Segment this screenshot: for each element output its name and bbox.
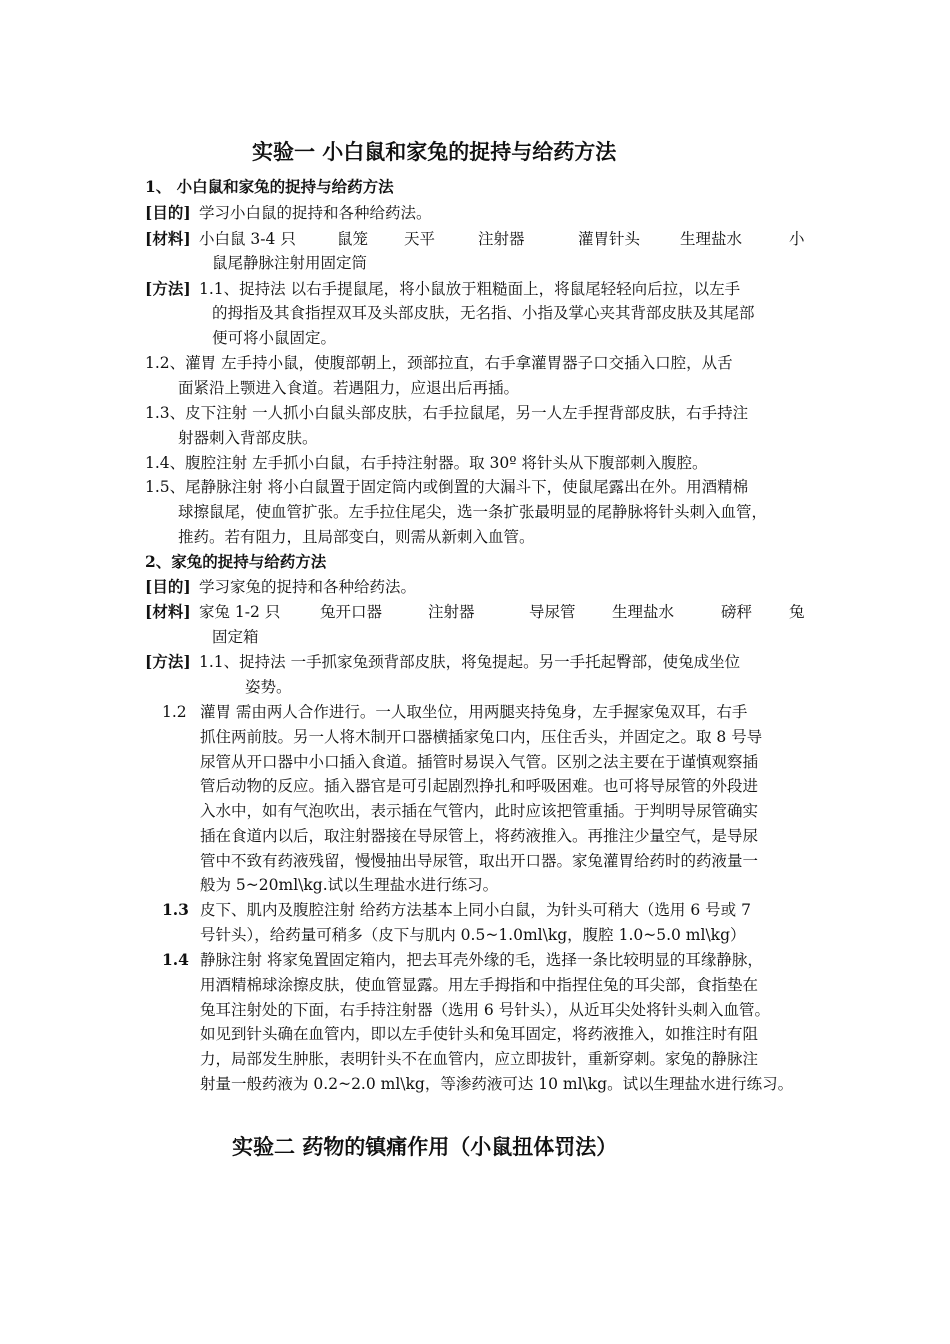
s2-method-1-4-line: 用酒精棉球涂擦皮肤，使血管显露。用左手拇指和中指捏住兔的耳尖部，食指垫在 <box>200 976 759 994</box>
s2-method-1-4-line: 兔耳注射处的下面，右手持注射器（选用 6 号针头），从近耳尖处将针头刺入血管。 <box>200 1001 770 1019</box>
s2-material-item: 磅秤 <box>721 603 753 621</box>
s2-method-1-2-line: 管后动物的反应。插入器官是可引起剧烈挣扎和呼吸困难。也可将导尿管的外段进 <box>200 777 759 795</box>
s1-materials-label: [材料] <box>145 229 191 248</box>
s1-method-1-1-line: 1.1、捉持法 以右手提鼠尾，将小鼠放于粗糙面上，将鼠尾轻轻向后拉，以左手 <box>199 280 741 298</box>
s2-method-1-2-line: 般为 5~20ml\kg.试以生理盐水进行练习。 <box>200 876 499 894</box>
section-2-heading: 2、家兔的捉持与给药方法 <box>145 552 327 571</box>
s2-material-item: 兔开口器 <box>320 603 383 621</box>
s1-method-1-2-line: 1.2、灌胃 左手持小鼠，使腹部朝上，颈部拉直，右手拿灌胃器子口交插入口腔，从舌 <box>145 354 733 372</box>
s2-material-item: 导尿管 <box>529 603 576 621</box>
s2-method-1-4-line: 如见到针头确在血管内，即以左手使针头和兔耳固定，将药液推入，如推注时有阻 <box>200 1025 759 1043</box>
s1-method-label: [方法] <box>145 279 191 298</box>
s2-material-item: 生理盐水 <box>612 603 675 621</box>
s2-method-1-2-line: 灌胃 需由两人合作进行。一人取坐位，用两腿夹持兔身，左手握家兔双耳，右手 <box>200 703 748 721</box>
s1-material-item: 灌胃针头 <box>578 230 641 248</box>
s2-method-1-2-line: 管中不致有药液残留，慢慢抽出导尿管，取出开口器。家兔灌胃给药时的药液量一 <box>200 852 759 870</box>
s2-method-1-2-line: 尿管从开口器中小口插入食道。插管时易误入气管。区别之法主要在于谨慎观察插 <box>200 753 759 771</box>
s1-material-item: 鼠笼 <box>337 230 369 248</box>
s2-materials-label: [材料] <box>145 602 191 621</box>
s1-method-1-5-line: 1.5、尾静脉注射 将小白鼠置于固定筒内或倒置的大漏斗下，使鼠尾露出在外。用酒精棉 <box>145 478 749 496</box>
s2-method-1-4-line: 静脉注射 将家兔置固定箱内，把去耳壳外缘的毛，选择一条比较明显的耳缘静脉， <box>200 951 763 969</box>
s2-method-1-1-line: 1.1、捉持法 一手抓家兔颈背部皮肤，将兔提起。另一手托起臀部，使兔成坐位 <box>199 653 741 671</box>
s2-material-item: 家兔 1-2 只 <box>199 603 281 621</box>
s2-method-1-3-line: 号针头），给药量可稍多（皮下与肌内 0.5~1.0ml\kg，腹腔 1.0~5.0 ml\kg） <box>200 926 746 944</box>
s2-method-1-3-line: 皮下、肌内及腹腔注射 给药方法基本上同小白鼠，为针头可稍大（选用 6 号或 7 <box>200 901 751 919</box>
s1-method-1-2-line: 面紧沿上颚进入食道。若遇阻力，应退出后再插。 <box>178 379 520 397</box>
s1-method-1-5-line: 推药。若有阻力，且局部变白，则需从新刺入血管。 <box>178 528 535 546</box>
s1-material-item: 生理盐水 <box>680 230 743 248</box>
section-1-heading: 1、 小白鼠和家兔的捉持与给药方法 <box>145 177 394 196</box>
s2-method-1-2-line: 入水中，如有气泡吹出，表示插在气管内，此时应该把管重插。于判明导尿管确实 <box>200 802 759 820</box>
s1-method-1-5-line: 球擦鼠尾，使血管扩张。左手拉住尾尖，选一条扩张最明显的尾静脉将针头刺入血管， <box>178 503 768 521</box>
s2-materials-continued: 固定箱 <box>212 628 259 646</box>
s1-materials-continued: 鼠尾静脉注射用固定筒 <box>212 254 368 272</box>
s2-material-item: 注射器 <box>428 603 475 621</box>
s1-method-1-3-line: 射器刺入背部皮肤。 <box>178 429 318 447</box>
s2-method-label: [方法] <box>145 652 191 671</box>
s2-method-1-3-number: 1.3 <box>162 900 189 919</box>
s1-material-item: 注射器 <box>478 230 525 248</box>
s2-method-1-2-line: 插在食道内以后，取注射器接在导尿管上，将药液推入。再推注少量空气，是导尿 <box>200 827 759 845</box>
s2-purpose-label: [目的] <box>145 577 191 596</box>
s2-material-item: 兔 <box>789 603 805 621</box>
s1-purpose-text: 学习小白鼠的捉持和各种给药法。 <box>199 204 432 222</box>
s2-method-1-1-line: 姿势。 <box>245 678 292 696</box>
s2-method-1-4-line: 力，局部发生肿胀，表明针头不在血管内，应立即拔针，重新穿刺。家兔的静脉注 <box>200 1050 759 1068</box>
s2-method-1-4-line: 射量一般药液为 0.2~2.0 ml\kg，等渗药液可达 10 ml\kg。试以生理盐水进行练习。 <box>200 1075 794 1093</box>
s1-material-item: 天平 <box>404 230 436 248</box>
s1-method-1-1-line: 的拇指及其食指捏双耳及头部皮肤，无名指、小指及掌心夹其背部皮肤及其尾部 <box>212 304 755 322</box>
s2-method-1-2-line: 抓住两前肢。另一人将木制开口器横插家兔口内，压住舌头，并固定之。取 8 号导 <box>200 728 763 746</box>
s2-method-1-4-number: 1.4 <box>162 950 189 969</box>
s2-purpose-text: 学习家兔的捉持和各种给药法。 <box>199 578 417 596</box>
s1-material-item: 小白鼠 3-4 只 <box>199 230 296 248</box>
s2-method-1-2-number: 1.2 <box>162 703 187 721</box>
s1-material-item: 小 <box>789 230 805 248</box>
s1-method-1-4-line: 1.4、腹腔注射 左手抓小白鼠，右手持注射器。取 30º 将针头从下腹部刺入腹腔。 <box>145 454 708 472</box>
s1-method-1-3-line: 1.3、皮下注射 一人抓小白鼠头部皮肤，右手拉鼠尾，另一人左手捏背部皮肤，右手持注 <box>145 404 749 422</box>
s1-purpose-label: [目的] <box>145 203 191 222</box>
experiment-1-title: 实验一 小白鼠和家兔的捉持与给药方法 <box>252 139 617 164</box>
experiment-2-title: 实验二 药物的镇痛作用（小鼠扭体罚法） <box>232 1134 618 1159</box>
s1-method-1-1-line: 便可将小鼠固定。 <box>212 329 337 347</box>
